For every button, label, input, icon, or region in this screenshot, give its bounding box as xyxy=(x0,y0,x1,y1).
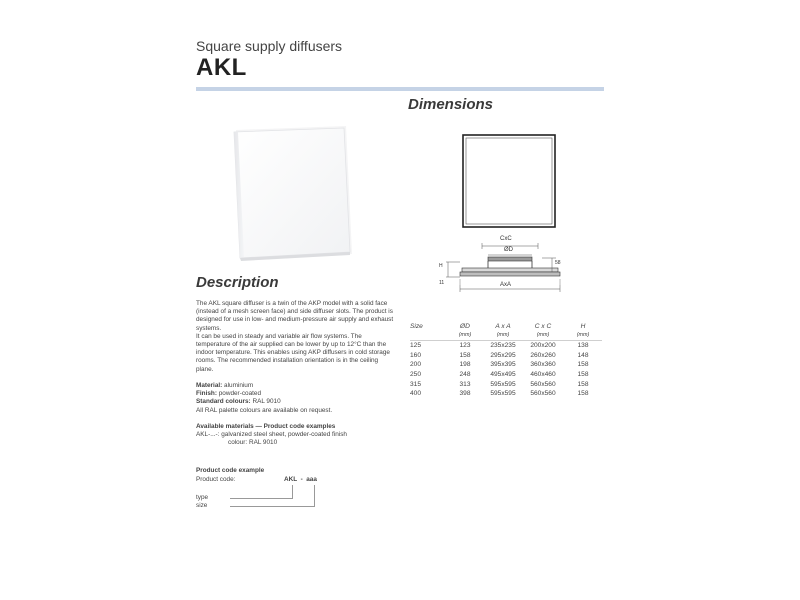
table-cell: 158 xyxy=(577,361,589,369)
label-h: H xyxy=(439,263,443,269)
description-text xyxy=(196,300,396,448)
table-header-row xyxy=(410,322,602,330)
table-cell: 148 xyxy=(577,351,589,359)
available-materials-line-1: AKL-...-: galvanized steel sheet, powder-coated finish xyxy=(196,431,347,439)
table-unit: (mm) xyxy=(446,330,484,341)
ral-note: All RAL palette colours are available on request. xyxy=(196,406,333,414)
table-cell: 158 xyxy=(577,371,589,379)
table-cell: 123 xyxy=(459,342,471,350)
table-units-row xyxy=(410,330,602,341)
table-cell: 595x595 xyxy=(490,390,516,398)
table-cell: 315 xyxy=(410,380,422,388)
table-body xyxy=(410,341,602,399)
table-cell: 200x200 xyxy=(530,342,556,350)
header-divider xyxy=(196,87,604,91)
table-cell: 495x495 xyxy=(490,371,516,379)
label-h-small: 11 xyxy=(439,280,445,286)
label-cxc: CxC xyxy=(500,236,512,242)
product-code-type: type xyxy=(196,494,209,501)
table-cell: 198 xyxy=(459,361,471,369)
table-cell: 398 xyxy=(459,390,471,398)
table-cell: 235x235 xyxy=(490,342,516,350)
finish-line xyxy=(196,390,396,398)
finish-label: Finish: xyxy=(196,390,217,398)
page-title: AKL xyxy=(196,54,247,81)
table-header: H xyxy=(580,322,586,330)
table-unit xyxy=(410,330,446,341)
table-cell: 360x360 xyxy=(530,361,556,369)
available-materials-heading: Available materials — Product code examples xyxy=(196,423,336,431)
table-header: C x C xyxy=(534,322,552,330)
table-cell: 313 xyxy=(459,380,471,388)
table-header: A x A xyxy=(495,322,511,330)
dimensions-heading: Dimensions xyxy=(408,96,494,113)
table-cell: 248 xyxy=(459,371,471,379)
table-row xyxy=(410,360,602,370)
product-image xyxy=(228,124,368,264)
table-row xyxy=(410,389,602,399)
product-code-label: Product code: xyxy=(196,476,236,483)
table-row xyxy=(410,370,602,380)
table-cell: 250 xyxy=(410,371,422,379)
description-paragraph-1: The AKL square diffuser is a twin of the AKP model with a solid face (instead of a mesh screen face) and side diffuser slots. The product is designed for use in low- and medium-pressure air supply and exhaust systems. xyxy=(196,300,394,332)
table-cell: 395x395 xyxy=(490,361,516,369)
table-unit: (mm) xyxy=(522,330,564,341)
table-cell: 158 xyxy=(577,390,589,398)
label-58: 58 xyxy=(555,260,561,266)
table-cell: 560x560 xyxy=(530,380,556,388)
table-cell: 160 xyxy=(410,351,422,359)
table-cell: 560x560 xyxy=(530,390,556,398)
table-cell: 125 xyxy=(410,342,422,350)
label-od: ØD xyxy=(504,247,513,253)
table-unit: (mm) xyxy=(484,330,522,341)
table-cell: 200 xyxy=(410,361,422,369)
table-cell: 260x260 xyxy=(530,351,556,359)
colours-label: Standard colours: xyxy=(196,398,251,406)
material-label: Material: xyxy=(196,382,223,390)
finish-value: powder-coated xyxy=(216,390,262,398)
description-heading: Description xyxy=(196,274,279,291)
description-paragraph-2: It can be used in steady and variable air flow systems. The temperature of the air supplied can be lower by up to 12°C than the indoor temperature. This enables using AKP diffusers in cold storage rooms. The recommended installation orientation is in the ceiling plane. xyxy=(196,332,390,373)
product-code-value: AKL - aaa xyxy=(284,476,317,483)
side-view-drawing xyxy=(438,236,564,298)
table-header: ØD xyxy=(460,322,470,330)
material-value: aluminium xyxy=(222,382,254,390)
table-cell: 460x460 xyxy=(530,371,556,379)
table-row xyxy=(410,341,602,351)
product-code-size: size xyxy=(196,502,208,509)
available-materials-line-2: colour: RAL 9010 xyxy=(228,439,278,447)
table-cell: 158 xyxy=(459,351,471,359)
table-row xyxy=(410,351,602,361)
table-cell: 138 xyxy=(577,342,589,350)
material-line xyxy=(196,382,396,390)
top-view-drawing xyxy=(462,134,556,228)
table-cell: 595x595 xyxy=(490,380,516,388)
table-cell: 400 xyxy=(410,390,422,398)
product-code-section xyxy=(196,467,396,517)
table-row xyxy=(410,379,602,389)
table-header: Size xyxy=(410,322,423,330)
table-cell: 158 xyxy=(577,380,589,388)
subtitle: Square supply diffusers xyxy=(196,38,343,54)
product-code-heading: Product code example xyxy=(196,467,265,474)
label-axa: AxA xyxy=(500,282,512,288)
colours-value: RAL 9010 xyxy=(250,398,281,406)
table-unit: (mm) xyxy=(564,330,602,341)
dimensions-table xyxy=(410,322,602,399)
colours-line xyxy=(196,398,396,406)
table-cell: 295x295 xyxy=(490,351,516,359)
